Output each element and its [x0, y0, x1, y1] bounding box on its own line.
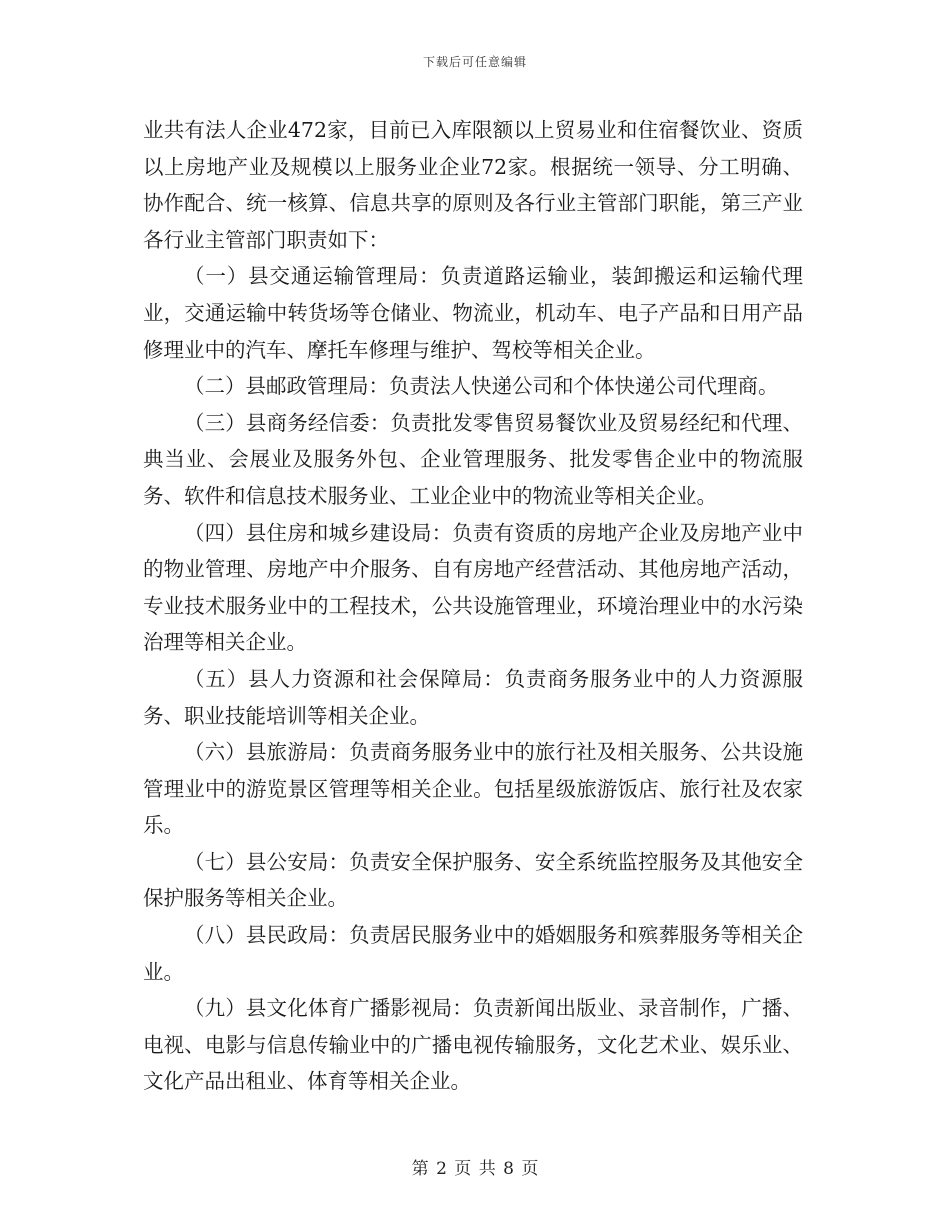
paragraph-item-2: （二）县邮政管理局：负责法人快递公司和个体快递公司代理商。 [184, 374, 779, 399]
paragraph-item-5: （五）县人力资源和社会保障局：负责商务服务业中的人力资源服务、职业技能培训等相关企业。 [143, 666, 803, 728]
page-number: 第 2 页 共 8 页 [411, 1159, 539, 1179]
paragraph-item-7: （七）县公安局：负责安全保护服务、安全系统监控服务及其他安全保护服务等相关企业。 [143, 849, 803, 911]
paragraph-item-9: （九）县文化体育广播影视局：负责新闻出版业、录音制作，广播、电视、电影与信息传输业中的广播电视传输服务，文化艺术业、娱乐业、文化产品出租业、体育等相关企业。 [143, 996, 803, 1094]
page-header: 下载后可任意编辑 [422, 55, 527, 69]
paragraph-item-8: （八）县民政局：负责居民服务业中的婚姻服务和殡葬服务等相关企业。 [143, 923, 803, 984]
paragraph-item-1: （一）县交通运输管理局：负责道路运输业，装卸搬运和运输代理业，交通运输中转货场等仓储业、物流业，机动车、电子产品和日用产品修理业中的汽车、摩托车修理与维护、驾校等相关企业。 [143, 264, 803, 362]
paragraph-item-6: （六）县旅游局：负责商务服务业中的旅行社及相关服务、公共设施管理业中的游览景区管理等相关企业。包括星级旅游饭店、旅行社及农家乐。 [143, 740, 803, 838]
paragraph-item-4: （四）县住房和城乡建设局：负责有资质的房地产企业及房地产业中的物业管理、房地产中介服务、自有房地产经营活动、其他房地产活动，专业技术服务业中的工程技术，公共设施管理业，环境治理业中的水污染治理等相关企业。 [143, 520, 803, 655]
paragraph-intro: 业共有法人企业472家，目前已入库限额以上贸易业和住宿餐饮业、资质以上房地产业及规模以上服务业企业72家。根据统一领导、分工明确、协作配合、统一核算、信息共享的原则及各行业主管部门职能，第三产业各行业主管部门职责如下： [143, 118, 803, 252]
paragraph-item-3: （三）县商务经信委：负责批发零售贸易餐饮业及贸易经纪和代理、典当业、会展业及服务外包、企业管理服务、批发零售企业中的物流服务、软件和信息技术服务业、工业企业中的物流业等相关企业。 [143, 410, 803, 508]
document-body [143, 112, 803, 1100]
